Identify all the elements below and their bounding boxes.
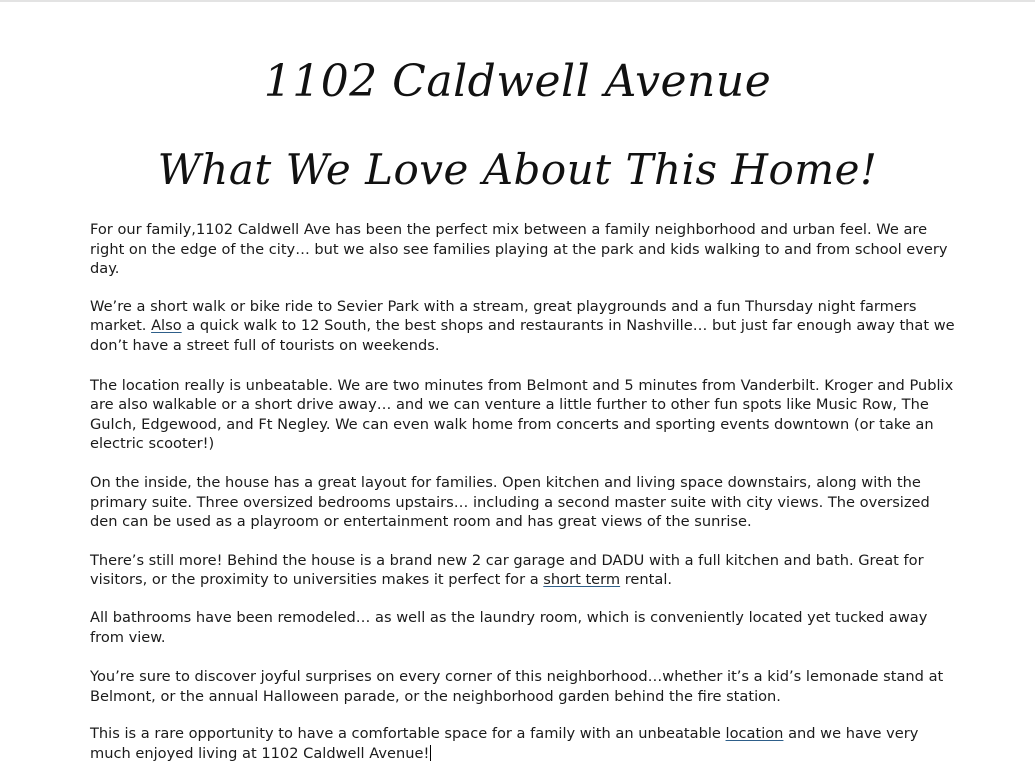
text-cursor [430, 745, 431, 761]
paragraph-text: This is a rare opportunity to have a comfortable space for a family with an unbeatable [90, 725, 726, 743]
paragraph-text: We’re a short walk or bike ride to Sevier Park with a stream, great playgrounds and a fun Thursday night farmers market. [90, 297, 917, 335]
paragraph-text: There’s still more! Behind the house is a brand new 2 car garage and DADU with a full kitchen and bath. Great for visitors, or the proximity to universities makes it perfect for a [90, 551, 924, 589]
document-title: 1102 Caldwell Avenue [263, 56, 772, 107]
document-body[interactable] [90, 220, 958, 763]
paragraph-text: rental. [620, 571, 673, 589]
paragraph-text: a quick walk to 12 South, the best shops and restaurants in Nashville… but just far enough away that we don’t have a street full of tourists on weekends. [90, 317, 955, 354]
paragraph-text: You’re sure to discover joyful surprises on every corner of this neighborhood…whether it’s a kid’s lemonade stand at Belmont, or the annual Halloween parade, or the neighborhood garden behind the fire station. [90, 668, 944, 705]
document-subtitle: What We Love About This Home! [157, 145, 878, 194]
paragraph-location [90, 376, 958, 454]
paragraph-family-mix [90, 220, 958, 279]
link-location[interactable]: location [725, 725, 784, 743]
paragraph-bathrooms [90, 608, 958, 647]
paragraph-text: The location really is unbeatable. We are two minutes from Belmont and 5 minutes from Vanderbilt. Kroger and Publix are also walkable or a short drive away… and we can venture a little further to other fun spots like Music Row, The Gulch, Edgewood, and Ft Negley. We can even walk home from concerts and sporting events downtown (or take an electric scooter!) [90, 376, 954, 453]
paragraph-sevier-park [90, 297, 958, 356]
paragraph-closing [90, 724, 958, 763]
paragraph-layout [90, 473, 958, 532]
paragraph-text: For our family,1102 Caldwell Ave has been the perfect mix between a family neighborhood and urban feel. We are right on the edge of the city… but we also see families playing at the park and kids walking to and from school every day. [90, 221, 948, 278]
paragraph-neighborhood [90, 667, 958, 706]
paragraph-text: All bathrooms have been remodeled… as well as the laundry room, which is conveniently located yet tucked away from view. [90, 608, 928, 646]
paragraph-text: and we have very much enjoyed living at 1102 Caldwell Avenue! [90, 725, 919, 762]
link-short-term[interactable]: short term [543, 571, 621, 589]
link-also[interactable]: Also [151, 317, 182, 335]
paragraph-garage-dadu [90, 551, 958, 590]
paragraph-text: On the inside, the house has a great layout for families. Open kitchen and living space downstairs, along with the primary suite. Three oversized bedrooms upstairs… including a second master suite with city views. The oversized den can be used as a playroom or entertainment room and has great views of the sunrise. [90, 473, 930, 531]
